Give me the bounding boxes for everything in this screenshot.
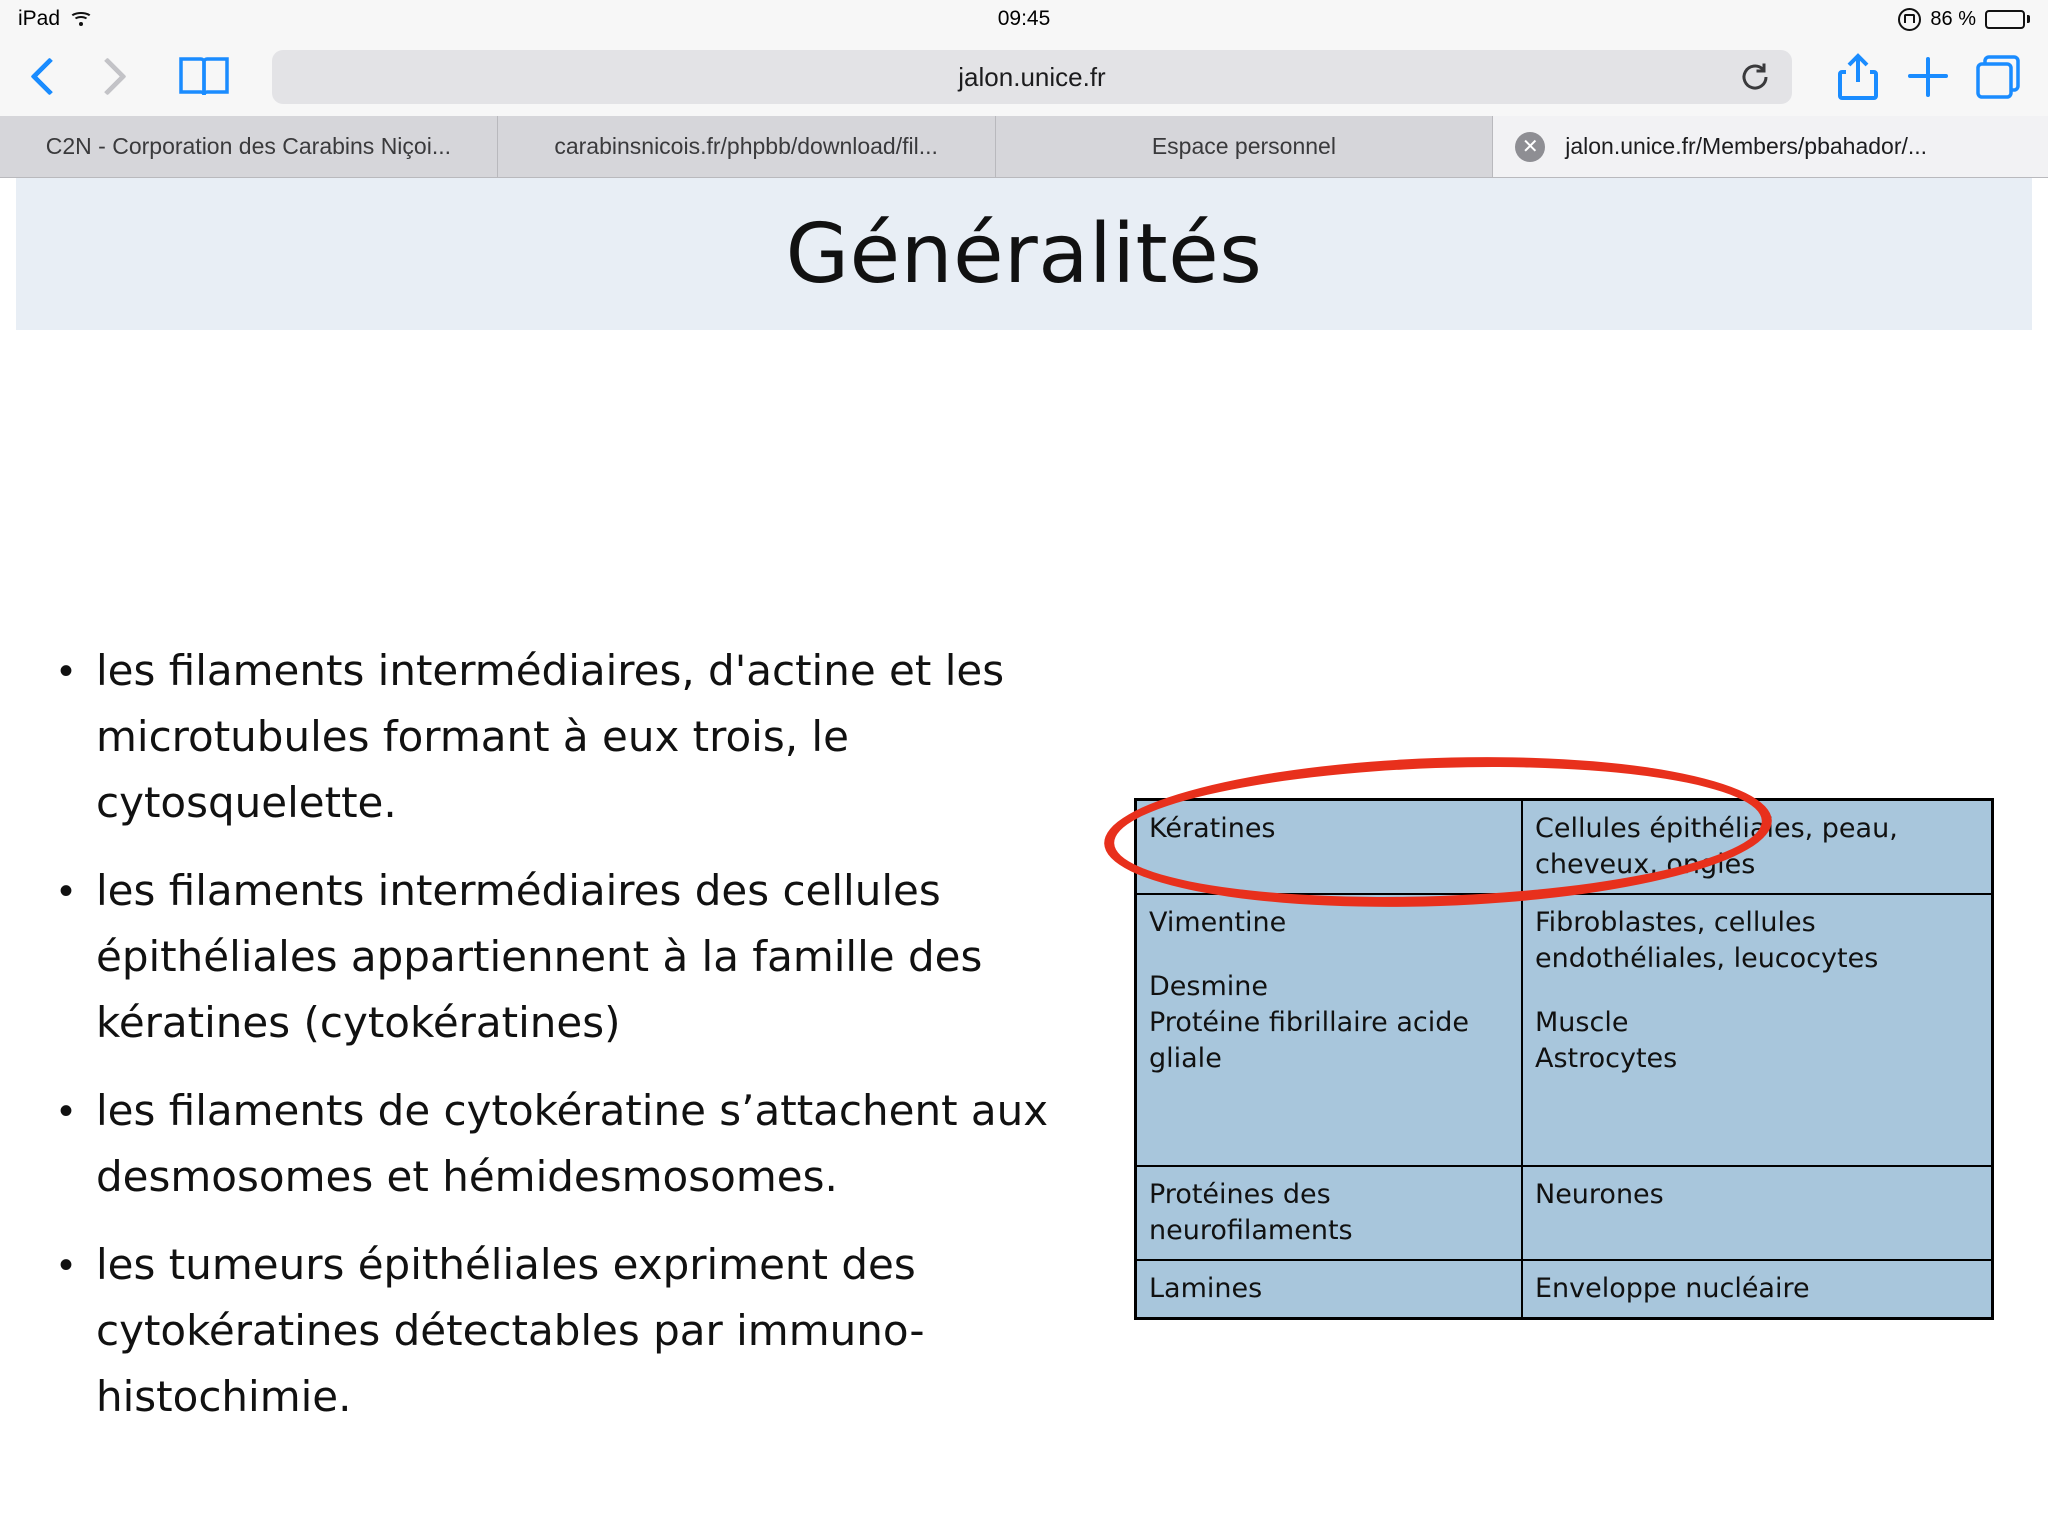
battery-icon (1985, 10, 2030, 29)
table-subline: Desmine (1149, 970, 1268, 1002)
status-bar-right (1898, 8, 2030, 31)
wifi-icon (70, 11, 92, 27)
list-item (36, 1078, 1066, 1210)
status-bar-clock: 09:45 (997, 7, 1051, 30)
table-cell-protein-group (1136, 894, 1523, 1166)
bullet-dot-icon: • (58, 1243, 73, 1287)
bullet-text: les filaments intermédiaires, d'actine et les microtubules formant à eux trois, le cytosquelette. (96, 646, 1005, 827)
address-bar[interactable] (272, 50, 1792, 104)
bullet-dot-icon: • (58, 649, 73, 693)
browser-tab-label: carabinsnicois.fr/phpbb/download/fil... (554, 133, 938, 159)
browser-tab-3[interactable] (996, 116, 1494, 177)
table-row (1136, 1166, 1993, 1260)
tab-bar (0, 116, 2048, 178)
browser-tab-label: C2N - Corporation des Carabins Niçoi... (45, 133, 451, 159)
table-cell-protein: Protéines des neurofilaments (1136, 1166, 1523, 1260)
bullet-dot-icon: • (58, 869, 73, 913)
url-text: jalon.unice.fr (958, 61, 1106, 92)
page-title: Généralités (785, 206, 1263, 302)
table-subline: Astrocytes (1535, 1042, 1678, 1074)
plus-icon (1908, 57, 1948, 97)
browser-tab-2[interactable] (498, 116, 996, 177)
table-row (1136, 894, 1993, 1166)
browser-tab-1[interactable] (0, 116, 498, 177)
table-cell-location-group (1522, 894, 1993, 1166)
tabs-overview-icon[interactable] (1974, 51, 2022, 103)
list-item (36, 858, 1066, 1056)
close-icon[interactable]: ✕ (1515, 132, 1545, 162)
bullet-text: les filaments de cytokératine s’attachent aux desmosomes et hémidesmosomes. (96, 1086, 1049, 1201)
status-bar (0, 0, 2048, 38)
book-icon[interactable] (178, 55, 230, 99)
bullet-list (36, 638, 1066, 1452)
table-cell-location: Neurones (1522, 1166, 1993, 1260)
table-row (1136, 800, 1993, 894)
bullet-text: les filaments intermédiaires des cellules épithéliales appartiennent à la famille des kératines (cytokératines) (96, 866, 983, 1047)
slide-title-band (16, 178, 2032, 330)
share-icon[interactable] (1834, 51, 1882, 103)
table-cell-protein: Kératines (1136, 800, 1523, 894)
table-subline: Fibroblastes, cellules endothéliales, leucocytes (1535, 906, 1879, 974)
table-cell-location: Enveloppe nucléaire (1522, 1260, 1993, 1318)
rotation-lock-icon (1898, 8, 1921, 31)
table-subline: Muscle (1535, 1006, 1629, 1038)
bullet-text: les tumeurs épithéliales expriment des cytokératines détectables par immuno-histochimie. (96, 1240, 925, 1421)
device-label: iPad (18, 7, 61, 30)
list-item (36, 638, 1066, 836)
browser-tab-label: jalon.unice.fr/Members/pbahador/... (1565, 133, 1928, 159)
status-bar-left (18, 7, 92, 31)
table-cell-protein: Lamines (1136, 1260, 1523, 1318)
slide (16, 178, 2032, 1535)
battery-percent-label: 86 % (1930, 7, 1976, 30)
browser-tab-4-active[interactable] (1493, 116, 2048, 177)
list-item (36, 1232, 1066, 1430)
new-tab-button[interactable] (1904, 51, 1952, 103)
browser-tab-label: Espace personnel (1151, 133, 1336, 159)
figure-table-container (1134, 798, 1994, 1320)
table-row (1136, 1260, 1993, 1318)
back-chevron-icon[interactable] (26, 51, 66, 103)
browser-toolbar (0, 38, 2048, 116)
figure-table (1134, 798, 1994, 1320)
bullet-dot-icon: • (58, 1089, 73, 1133)
forward-chevron-icon[interactable] (88, 51, 128, 103)
table-subline: Protéine fibrillaire acide gliale (1149, 1006, 1469, 1074)
reload-icon[interactable] (1740, 62, 1770, 92)
table-subline: Vimentine (1149, 906, 1287, 938)
page-content (0, 178, 2048, 1535)
table-cell-location: Cellules épithéliales, peau, cheveux, ongles (1522, 800, 1993, 894)
